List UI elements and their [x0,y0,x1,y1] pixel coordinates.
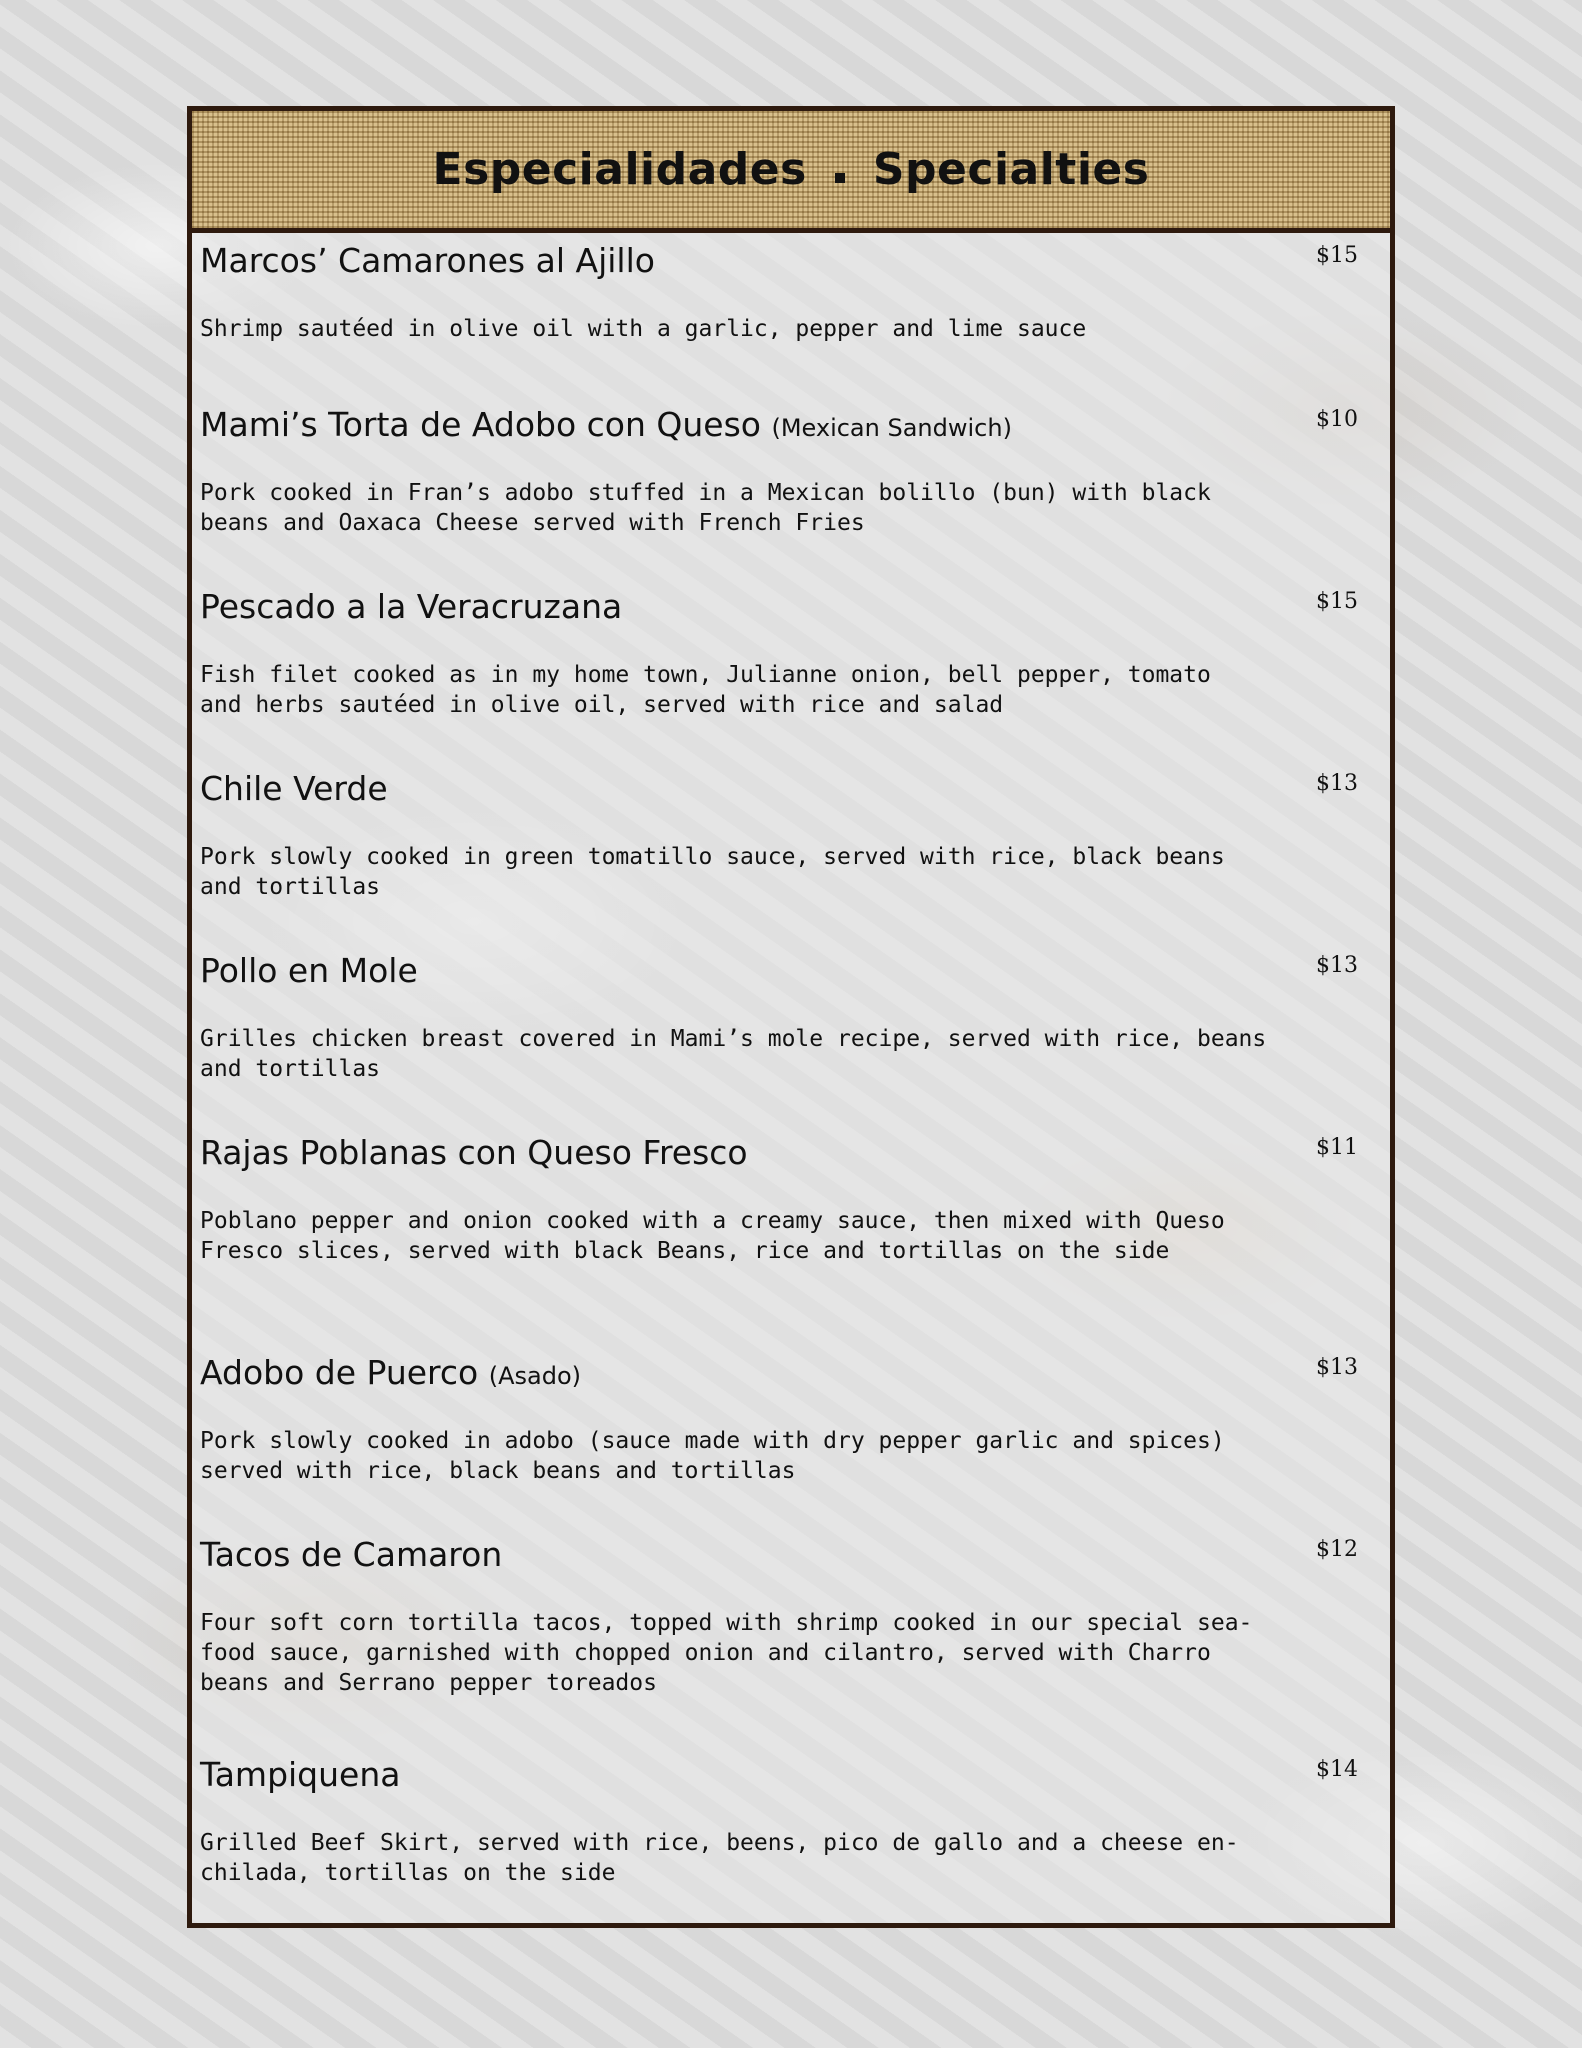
item-title [200,769,1382,812]
item-price: $13 [1316,953,1358,978]
item-description: Pork slowly cooked in green tomatillo sauce, served with rice, black beans and tortillas [200,844,1225,900]
item-title [200,241,1382,284]
item-price: $11 [1316,1135,1358,1160]
item-description: Poblano pepper and onion cooked with a creamy sauce, then mixed with Queso Fresco slices, served with black Beans, rice and tortillas on the side [200,1208,1225,1264]
menu-item [200,951,1382,1084]
title-english: Specialties [872,144,1150,195]
item-price: $10 [1316,407,1358,432]
item-title [200,587,1382,630]
item-name: Adobo de Puerco [200,1353,479,1392]
item-title [200,1133,1382,1176]
item-name: Marcos’ Camarones al Ajillo [200,241,655,280]
item-price: $13 [1316,771,1358,796]
item-title [200,1353,1382,1396]
item-title [200,1755,1382,1798]
item-note: (Asado) [488,1362,581,1390]
menu-item [200,405,1382,538]
item-description: Grilles chicken breast covered in Mami’s mole recipe, served with rice, beans and tortillas [200,1026,1267,1082]
item-title [200,405,1382,448]
item-description: Shrimp sautéed in olive oil with a garlic, pepper and lime sauce [200,316,1087,342]
menu-frame [187,106,1395,1928]
item-name: Rajas Poblanas con Queso Fresco [200,1133,748,1172]
item-price: $14 [1316,1757,1358,1782]
item-description: Pork cooked in Fran’s adobo stuffed in a Mexican bolillo (bun) with black beans and Oaxaca Cheese served with French Fries [200,480,1211,536]
menu-item [200,769,1382,902]
item-price: $15 [1316,243,1358,268]
item-name: Chile Verde [200,769,388,808]
item-description: Pork slowly cooked in adobo (sauce made with dry pepper garlic and spices) served with rice, black beans and tortillas [200,1428,1225,1484]
menu-item [200,1133,1382,1266]
item-name: Pollo en Mole [200,951,418,990]
item-name: Mami’s Torta de Adobo con Queso [200,405,761,444]
item-name: Pescado a la Veracruzana [200,587,623,626]
menu-item [200,1535,1382,1698]
item-description: Fish filet cooked as in my home town, Julianne onion, bell pepper, tomato and herbs sautéed in olive oil, served with rice and salad [200,662,1211,718]
item-description: Four soft corn tortilla tacos, topped with shrimp cooked in our special sea- food sauce, garnished with chopped onion and cilantro, served with Charro beans and Serrano pepper toreados [200,1610,1253,1696]
title-banner [192,111,1390,233]
item-price: $15 [1316,589,1358,614]
title-separator-bullet [835,173,845,183]
title-spanish: Especialidades [432,144,807,195]
item-title [200,1535,1382,1578]
item-note: (Mexican Sandwich) [771,414,1012,442]
item-price: $13 [1316,1355,1358,1380]
item-price: $12 [1316,1537,1358,1562]
menu-item [200,1755,1382,1888]
item-name: Tacos de Camaron [200,1535,503,1574]
item-title [200,951,1382,994]
menu-item [200,587,1382,720]
item-description: Grilled Beef Skirt, served with rice, beens, pico de gallo and a cheese en- chilada, tortillas on the side [200,1830,1239,1886]
menu-item [200,1353,1382,1486]
menu-item [200,241,1382,344]
item-name: Tampiquena [200,1755,401,1794]
page-title [433,144,1150,195]
